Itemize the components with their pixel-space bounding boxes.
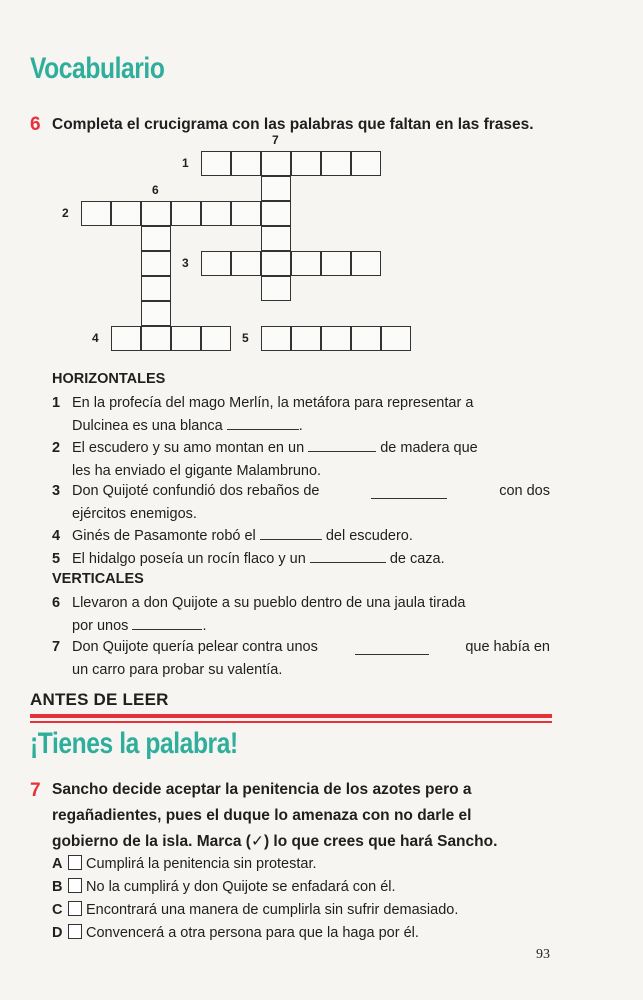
checkbox[interactable] [68,924,82,939]
crossword-label-5: 5 [242,331,249,345]
crossword-cell[interactable] [81,201,111,226]
crossword-cell[interactable] [261,201,291,226]
crossword-cell[interactable] [261,226,291,251]
crossword-grid [0,0,643,360]
crossword-cell[interactable] [291,251,321,276]
crossword-cell[interactable] [231,251,261,276]
divider [30,714,552,718]
exercise-number: 6 [30,114,41,135]
checkbox[interactable] [68,878,82,893]
crossword-cell[interactable] [381,326,411,351]
antes-de-leer-label: ANTES DE LEER [30,690,169,709]
crossword-cell[interactable] [321,326,351,351]
crossword-cell[interactable] [261,176,291,201]
crossword-label-3: 3 [182,256,189,270]
section-title-tienes-la-palabra: ¡Tienes la palabra! [30,727,238,760]
exercise-number: 7 [30,780,41,801]
checkbox[interactable] [68,855,82,870]
checkbox[interactable] [68,901,82,916]
crossword-cell[interactable] [141,251,171,276]
crossword-cell[interactable] [351,326,381,351]
crossword-cell[interactable] [171,326,201,351]
clue-text: Dulcinea es una blanca [72,418,223,434]
option-letter: C [52,902,63,918]
clue-number: 7 [52,639,61,655]
crossword-cell[interactable] [261,326,291,351]
option-letter: D [52,925,63,941]
crossword-cell[interactable] [291,326,321,351]
crossword-cell[interactable] [201,326,231,351]
crossword-cell[interactable] [351,251,381,276]
crossword-label-7: 7 [272,133,279,147]
answer-blank[interactable] [371,484,447,499]
crossword-cell[interactable] [321,151,351,176]
crossword-cell[interactable] [111,326,141,351]
horizontales-title: HORIZONTALES [52,371,166,387]
clue-number: 1 [52,395,61,411]
crossword-cell[interactable] [141,201,171,226]
crossword-cell[interactable] [141,301,171,326]
clue-text: un carro para probar su valentía. [72,662,283,678]
answer-blank[interactable] [355,640,429,655]
verticales-title: VERTICALES [52,571,144,587]
answer-blank[interactable] [260,525,322,540]
clue-5 [52,548,552,571]
clue-text: El escudero y su amo montan en un [72,440,305,456]
clue-text: Don Quijote quería pelear contra unos [72,639,318,655]
clue-number: 4 [52,528,61,544]
crossword-label-2: 2 [62,206,69,220]
option-a [52,853,317,875]
option-text: Convencerá a otra persona para que la haga por él. [86,925,419,941]
crossword-cell[interactable] [261,276,291,301]
option-b [52,876,396,898]
clue-text: El hidalgo poseía un rocín flaco y un [72,551,306,567]
crossword-cell[interactable] [201,151,231,176]
clue-number: 5 [52,551,61,567]
crossword-cell[interactable] [261,251,291,276]
exercise-instruction: Completa el crucigrama con las palabras que faltan en las frases. [52,116,534,133]
crossword-cell[interactable] [201,251,231,276]
divider [30,721,552,723]
crossword-cell[interactable] [231,201,261,226]
clue-text: Llevaron a don Quijote a su pueblo dentro de una jaula tirada [72,595,466,611]
section-title-vocabulario: Vocabulario [30,52,165,85]
option-text: No la cumplirá y don Quijote se enfadará con él. [86,879,396,895]
clue-text: . [202,618,207,634]
clue-text: de caza. [389,551,445,567]
crossword-label-1: 1 [182,156,189,170]
option-c [52,899,458,921]
clue-text: Ginés de Pasamonte robó el [72,528,256,544]
clue-text: del escudero. [325,528,413,544]
clue-7 [52,636,552,682]
crossword-cell[interactable] [261,151,291,176]
clue-number: 6 [52,595,61,611]
clue-text: En la profecía del mago Merlín, la metáfora para representar a [72,395,474,411]
answer-blank[interactable] [132,615,202,630]
crossword-cell[interactable] [351,151,381,176]
instruction-line: Sancho decide aceptar la penitencia de los azotes pero a [52,781,472,798]
clue-1 [52,392,552,438]
crossword-cell[interactable] [141,276,171,301]
option-text: Encontrará una manera de cumplirla sin sufrir demasiado. [86,902,459,918]
clue-6 [52,592,552,638]
answer-blank[interactable] [227,415,299,430]
instruction-line: gobierno de la isla. Marca (✓) lo que crees que hará Sancho. [52,833,498,850]
crossword-cell[interactable] [141,326,171,351]
option-d [52,922,419,944]
clue-text: . [298,418,303,434]
answer-blank[interactable] [308,437,376,452]
crossword-cell[interactable] [201,201,231,226]
crossword-cell[interactable] [171,201,201,226]
crossword-cell[interactable] [291,151,321,176]
clue-text: que había en [465,639,550,655]
instruction-line: regañadientes, pues el duque lo amenaza con no darle el [52,807,472,824]
crossword-label-4: 4 [92,331,99,345]
clue-text: de madera que [380,440,478,456]
option-text: Cumplirá la penitencia sin protestar. [86,856,317,872]
clue-text: Don Quijoté confundió dos rebaños de [72,483,320,499]
clue-4 [52,525,552,548]
clue-2 [52,437,552,483]
clue-number: 3 [52,483,61,499]
crossword-cell[interactable] [231,151,261,176]
crossword-label-6: 6 [152,183,159,197]
option-letter: B [52,879,63,895]
clue-text: con dos [499,483,550,499]
option-letter: A [52,856,63,872]
crossword-cell[interactable] [321,251,351,276]
exercise-instruction [52,777,497,855]
clue-text: por unos [72,618,129,634]
crossword-cell[interactable] [111,201,141,226]
page-number: 93 [536,947,550,962]
clue-text: ejércitos enemigos. [72,506,197,522]
clue-3 [52,480,552,526]
crossword-cell[interactable] [141,226,171,251]
clue-number: 2 [52,440,61,456]
clue-text: les ha enviado el gigante Malambruno. [72,463,322,479]
answer-blank[interactable] [310,548,386,563]
